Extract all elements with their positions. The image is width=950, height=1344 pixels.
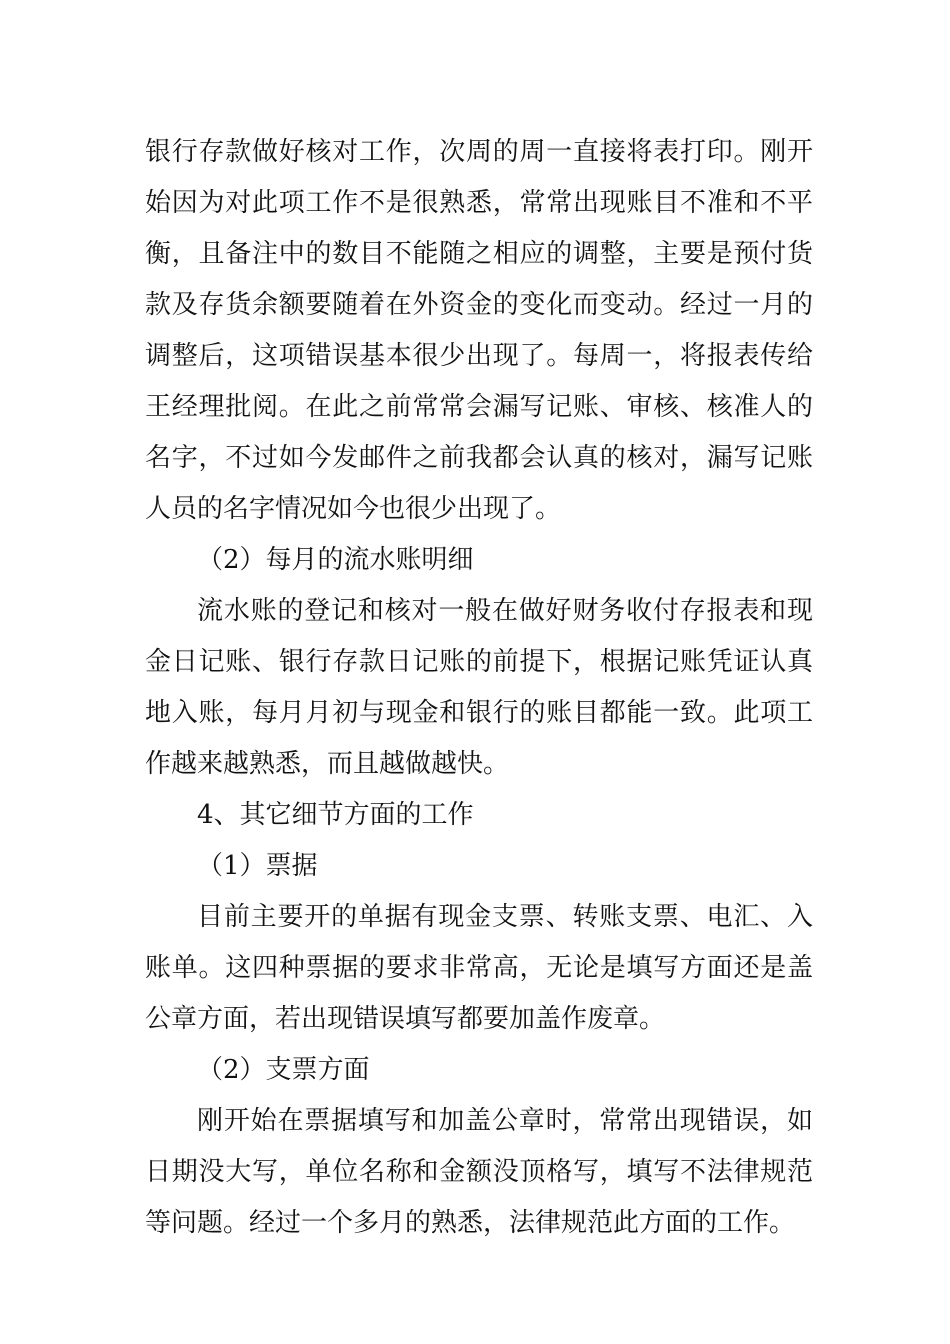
- paragraph-check-errors: 刚开始在票据填写和加盖公章时，常常出现错误，如日期没大写，单位名称和金额没顶格写，填写不法律规范等问题。经过一个多月的熟悉，法律规范此方面的工作。: [145, 1106, 813, 1238]
- heading-bills: （1）票据: [197, 851, 318, 881]
- paragraph-bank-deposit-check: 银行存款做好核对工作，次周的周一直接将表打印。刚开始因为对此项工作不是很熟悉，常常出现账目不准和不平衡，且备注中的数目不能随之相应的调整，主要是预付货款及存货余额要随着在外资金的变化而变动。经过一月的调整后，这项错误基本很少出现了。每周一，将报表传给王经理批阅。在此之前常常会漏写记账、审核、核准人的名字，不过如今发邮件之前我都会认真的核对，漏写记账人员的名字情况如今也很少出现了。: [145, 137, 813, 524]
- paragraph-bill-types: 目前主要开的单据有现金支票、转账支票、电汇、入账单。这四种票据的要求非常高，无论是填写方面还是盖公章方面，若出现错误填写都要加盖作废章。: [145, 902, 813, 1034]
- heading-other-details: 4、其它细节方面的工作: [197, 800, 474, 830]
- heading-checks: （2）支票方面: [197, 1055, 370, 1085]
- paragraph-journal-registration: 流水账的登记和核对一般在做好财务收付存报表和现金日记账、银行存款日记账的前提下，根据记账凭证认真地入账，每月月初与现金和银行的账目都能一致。此项工作越来越熟悉，而且越做越快。: [145, 596, 813, 779]
- heading-monthly-journal: （2）每月的流水账明细: [197, 545, 474, 575]
- document-body: [145, 127, 813, 1249]
